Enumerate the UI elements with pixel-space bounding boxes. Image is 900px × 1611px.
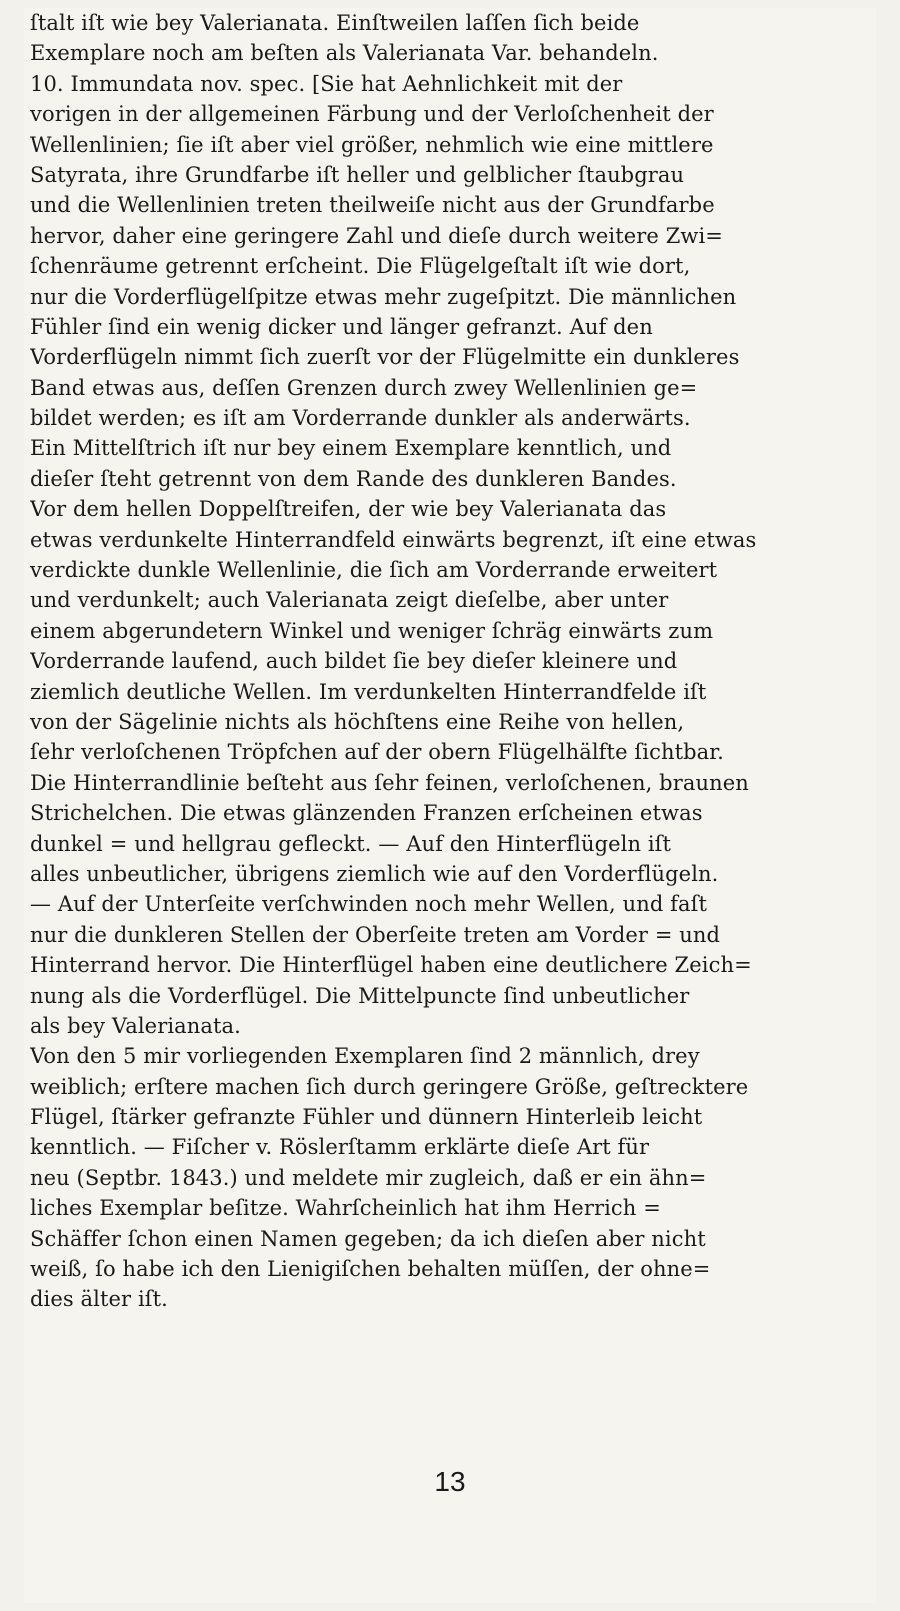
text-line: nung als die Vorderflügel. Die Mittelpuncte ſind unbeutlicher [30,983,690,1008]
text-line: kenntlich. — Fiſcher v. Röslerſtamm erklärte dieſe Art für [30,1135,650,1160]
text-line: Band etwas aus, deſſen Grenzen durch zwey Wellenlinien ge= [30,375,698,400]
text-line: dunkel = und hellgrau gefleckt. — Auf den Hinterflügeln iſt [30,831,672,856]
text-line: weiblich; erſtere machen ſich durch geringere Größe, geſtrecktere [30,1074,749,1099]
text-line: Vorderflügeln nimmt ſich zuerſt vor der Flügelmitte ein dunkleres [30,345,740,370]
text-line: 10. Immundata nov. spec. [Sie hat Aehnlichkeit mit der [30,71,623,96]
text-line: hervor, daher eine geringere Zahl und dieſe durch weitere Zwi= [30,223,723,248]
text-line: alles unbeutlicher, übrigens ziemlich wie auf den Vorderflügeln. [30,861,719,886]
text-line: Fühler ſind ein wenig dicker und länger gefranzt. Auf den [30,314,653,339]
text-line: neu (Septbr. 1843.) und meldete mir zugleich, daß er ein ähn= [30,1165,707,1190]
page-number: 13 [434,1466,466,1497]
text-line: weiß, ſo habe ich den Lienigiſchen behalten müſſen, der ohne= [30,1257,711,1282]
text-line: verdickte dunkle Wellenlinie, die ſich am Vorderrande erweitert [30,558,718,583]
text-line: dies älter iſt. [30,1287,168,1312]
text-line: Flügel, ſtärker gefranzte Fühler und dünnern Hinterleib leicht [30,1105,703,1130]
text-line: Die Hinterrandlinie beſteht aus ſehr feinen, verloſchenen, braunen [30,770,749,795]
text-line: Exemplare noch am beſten als Valerianata Var. behandeln. [30,41,659,66]
text-line: — Auf der Unterſeite verſchwinden noch mehr Wellen, und faſt [30,892,708,917]
text-line: Ein Mittelſtrich iſt nur bey einem Exemplare kenntlich, und [30,436,672,461]
text-line: etwas verdunkelte Hinterrandfeld einwärts begrenzt, iſt eine etwas [30,527,757,552]
text-line: als bey Valerianata. [30,1013,241,1038]
text-line: und die Wellenlinien treten theilweiſe nicht aus der Grundfarbe [30,193,715,218]
document-page [24,8,876,1603]
text-line: liches Exemplar beſitze. Wahrſcheinlich hat ihm Herrich = [30,1196,661,1221]
text-line: Von den 5 mir vorliegenden Exemplaren ſind 2 männlich, drey [30,1044,700,1069]
text-line: Strichelchen. Die etwas glänzenden Franzen erſcheinen etwas [30,801,703,826]
text-line: ſtalt iſt wie bey Valerianata. Einſtweilen laſſen ſich beide [30,11,640,35]
text-line: nur die dunkleren Stellen der Oberſeite treten am Vorder = und [30,922,721,947]
text-line: ziemlich deutliche Wellen. Im verdunkelten Hinterrandfelde iſt [30,679,707,704]
text-line: bildet werden; es iſt am Vorderrande dunkler als anderwärts. [30,406,691,431]
text-line: Wellenlinien; ſie iſt aber viel größer, nehmlich wie eine mittlere [30,132,714,157]
text-line: und verdunkelt; auch Valerianata zeigt dieſelbe, aber unter [30,588,669,613]
text-line: einem abgerundetern Winkel und weniger ſchräg einwärts zum [30,618,714,643]
text-line: nur die Vorderflügelſpitze etwas mehr zugeſpitzt. Die männlichen [30,284,737,309]
text-line: ſchenräume getrennt erſcheint. Die Flügelgeſtalt iſt wie dort, [30,254,691,279]
text-line: Vorderrande laufend, auch bildet ſie bey dieſer kleinere und [30,649,678,674]
text-line: Satyrata, ihre Grundfarbe iſt heller und gelblicher ſtaubgrau [30,162,685,187]
text-line: Hinterrand hervor. Die Hinterflügel haben eine deutlichere Zeich= [30,953,752,978]
body-text [30,8,866,1315]
text-line: Vor dem hellen Doppelſtreifen, der wie bey Valerianata das [30,497,667,522]
text-line: vorigen in der allgemeinen Färbung und der Verloſchenheit der [30,102,714,127]
text-line: ſehr verloſchenen Tröpfchen auf der obern Flügelhälfte ſichtbar. [30,740,724,765]
text-line: dieſer ſteht getrennt von dem Rande des dunkleren Bandes. [30,466,677,491]
text-line: von der Sägelinie nichts als höchſtens eine Reihe von hellen, [30,709,685,734]
text-line: Schäffer ſchon einen Namen gegeben; da ich dieſen aber nicht [30,1226,706,1251]
